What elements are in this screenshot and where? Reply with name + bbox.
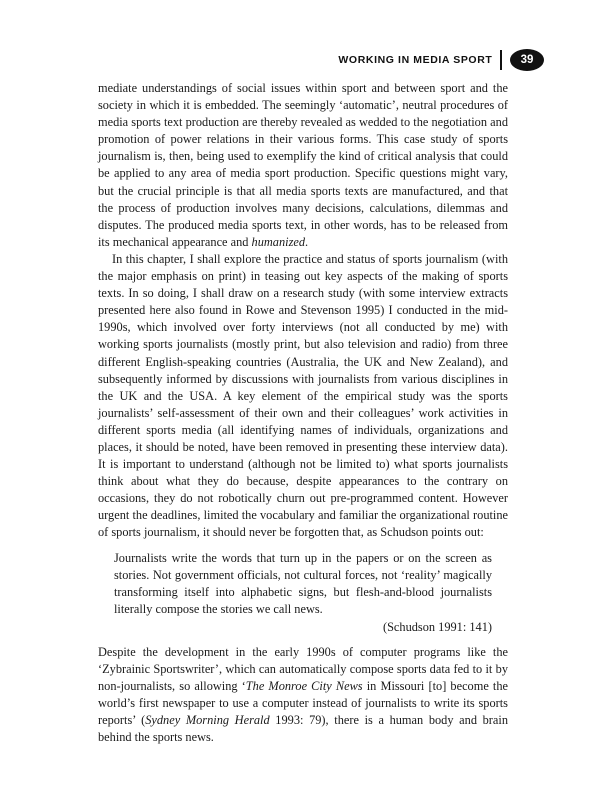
paragraph-3-emphasis-1: The Monroe City News: [245, 679, 363, 694]
paragraph-3-text-a: Despite the development in the early 1990s of computer programs like the ‘Zybrainic Sportswriter’, which can automatically compose sports data fed to it by non-journalists, so allowing ‘: [98, 645, 508, 694]
page-number: 39: [510, 49, 544, 71]
paragraph-1-end: .: [305, 234, 309, 249]
block-quote-text: Journalists write the words that turn up in the papers or on the screen as stories. Not government officials, not cultural forces, not ‘reality’ magically transforming itself into alphabetic signs, but flesh-and-blood journalists literally compose the stories we call news.: [114, 550, 492, 616]
paragraph-3-emphasis-2: Sydney Morning Herald: [145, 713, 270, 728]
paragraph-1-text: mediate understandings of social issues within sport and between sport and the society in which it is embedded. The seemingly ‘automatic’, neutral procedures of media sports text production are thereby revealed as wedded to the negotiation and promotion of power relations in their various forms. This case study of sports journalism is, then, being used to exemplify the kind of critical analysis that could be applied to any area of media sport production. Specific questions might vary, but the crucial principle is that all media sports texts are manufactured, and that the process of production involves many decisions, calculations, dilemmas and disputes. The produced media sports text, in other words, has to be released from its mechanical appearance and: [98, 81, 508, 249]
header-divider: [500, 50, 502, 70]
paragraph-3-text-c: 1993: 79), there is a human body and brain behind the sports news.: [98, 713, 508, 745]
paragraph-3-text-b: in Missouri [to] become the world’s first newspaper to use a computer instead of journalists to write its sports reports’ (: [98, 679, 509, 728]
running-header: [338, 49, 544, 71]
running-head-title: WORKING IN MEDIA SPORT: [338, 54, 493, 66]
paragraph-3: [98, 644, 508, 747]
paragraph-2: In this chapter, I shall explore the practice and status of sports journalism (with the major emphasis on print) in teasing out key aspects of the making of sports texts. In so doing, I shall draw on a research study (with some interview extracts presented here also found in Rowe and Stevenson 1995) I conducted in the mid-1990s, which involved over forty interviews (not all conducted by me) with working sports journalists (mostly print, but also television and radio) from three different English-speaking countries (Australia, the UK and New Zealand), and subsequently informed by discussions with journalists from various disciplines in the UK and the USA. A key element of the empirical study was the sports journalists’ self-assessment of their own and their colleagues’ work activities in different sports media (all identifying names of individuals, organizations and places, it should be noted, have been removed in presenting these interview data). It is important to understand (although not be limited to) what sports journalists think about what they do because, despite appearances to the contrary on occasions, they do not robotically churn out pre-programmed content. However urgent the deadlines, limited the vocabulary and familiar the organizational routine of sports journalism, it should never be forgotten that, as Schudson points out:: [98, 251, 508, 540]
block-quote: [114, 550, 492, 636]
body-text: [98, 80, 508, 747]
paragraph-1: [98, 80, 508, 251]
block-quote-citation: (Schudson 1991: 141): [382, 619, 492, 634]
paragraph-1-emphasis: humanized: [251, 234, 306, 249]
